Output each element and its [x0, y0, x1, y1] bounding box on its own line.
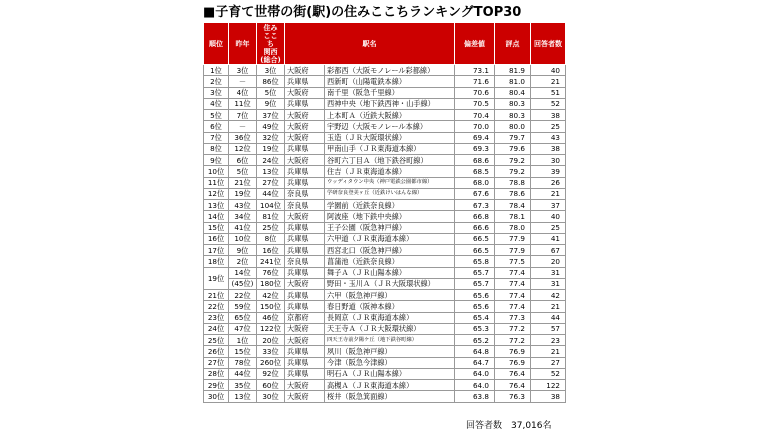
cell-rank: 19位 — [204, 267, 229, 290]
cell-score: 64.0 — [455, 368, 495, 379]
cell-score: 68.6 — [455, 155, 495, 166]
cell-score: 73.1 — [455, 65, 495, 76]
cell-points: 78.4 — [495, 200, 531, 211]
cell-n: 26 — [531, 177, 566, 188]
cell-kansai: 104位 — [257, 200, 285, 211]
cell-kansai: 42位 — [257, 290, 285, 301]
cell-rank: 23位 — [204, 312, 229, 323]
cell-prev: 36位 — [229, 132, 257, 143]
cell-prev: 14位 — [229, 267, 257, 278]
cell-prev: 59位 — [229, 301, 257, 312]
cell-station: 西神中央（地下鉄西神・山手線） — [325, 98, 455, 109]
cell-pref: 大阪府 — [285, 380, 325, 391]
ranking-table — [203, 22, 566, 403]
table-row — [204, 312, 566, 323]
table-row — [204, 245, 566, 256]
cell-station: 南千里（阪急千里線） — [325, 87, 455, 98]
cell-score: 66.8 — [455, 211, 495, 222]
cell-n: 25 — [531, 222, 566, 233]
cell-score: 64.0 — [455, 380, 495, 391]
cell-n: 37 — [531, 200, 566, 211]
cell-rank: 30位 — [204, 391, 229, 402]
cell-rank: 16位 — [204, 233, 229, 244]
cell-score: 66.5 — [455, 245, 495, 256]
cell-pref: 大阪府 — [285, 132, 325, 143]
cell-pref: 兵庫県 — [285, 143, 325, 154]
cell-pref: 兵庫県 — [285, 346, 325, 357]
cell-score: 64.8 — [455, 346, 495, 357]
cell-station: 学園前（近鉄奈良線） — [325, 200, 455, 211]
cell-points: 81.9 — [495, 65, 531, 76]
cell-rank: 1位 — [204, 65, 229, 76]
cell-station: 四天王寺前夕陽ケ丘（地下鉄谷町線） — [325, 335, 455, 346]
cell-pref: 京都府 — [285, 312, 325, 323]
table-row — [204, 301, 566, 312]
cell-kansai: 60位 — [257, 380, 285, 391]
cell-score: 69.3 — [455, 143, 495, 154]
cell-station: 六甲（阪急神戸線） — [325, 290, 455, 301]
cell-score: 68.5 — [455, 166, 495, 177]
cell-score: 66.6 — [455, 222, 495, 233]
table-row — [204, 200, 566, 211]
cell-points: 76.4 — [495, 368, 531, 379]
cell-points: 78.0 — [495, 222, 531, 233]
cell-rank: 24位 — [204, 323, 229, 334]
cell-station: 学研奈良登美ヶ丘（近鉄けいはんな線） — [325, 188, 455, 199]
header-kansai-overall: 住み ここ ち 関西 (総合) — [257, 23, 285, 65]
cell-rank: 28位 — [204, 368, 229, 379]
cell-pref: 大阪府 — [285, 121, 325, 132]
cell-rank: 6位 — [204, 121, 229, 132]
ranking-rows — [204, 65, 566, 403]
cell-pref: 兵庫県 — [285, 245, 325, 256]
cell-station: 谷町六丁目Ａ（地下鉄谷町線） — [325, 155, 455, 166]
cell-kansai: 19位 — [257, 143, 285, 154]
table-row — [204, 391, 566, 402]
cell-kansai: 260位 — [257, 357, 285, 368]
cell-score: 64.7 — [455, 357, 495, 368]
cell-pref: 兵庫県 — [285, 368, 325, 379]
cell-kansai: 49位 — [257, 121, 285, 132]
cell-prev: 22位 — [229, 290, 257, 301]
cell-n: 42 — [531, 290, 566, 301]
table-row — [204, 166, 566, 177]
cell-prev: 19位 — [229, 188, 257, 199]
table-row — [204, 346, 566, 357]
table-row — [204, 256, 566, 267]
table-row — [204, 368, 566, 379]
table-row — [204, 278, 566, 289]
cell-points: 78.8 — [495, 177, 531, 188]
cell-kansai: 3位 — [257, 65, 285, 76]
cell-n: 51 — [531, 87, 566, 98]
cell-rank: 2位 — [204, 76, 229, 87]
cell-points: 77.4 — [495, 267, 531, 278]
cell-pref: 大阪府 — [285, 87, 325, 98]
cell-pref: 奈良県 — [285, 256, 325, 267]
cell-kansai: 76位 — [257, 267, 285, 278]
table-row — [204, 267, 566, 278]
table-row — [204, 143, 566, 154]
cell-kansai: 86位 — [257, 76, 285, 87]
cell-kansai: 20位 — [257, 335, 285, 346]
cell-rank: 10位 — [204, 166, 229, 177]
cell-score: 70.6 — [455, 87, 495, 98]
cell-pref: 大阪府 — [285, 110, 325, 121]
cell-station: 高槻Ａ（ＪＲ東海道本線） — [325, 380, 455, 391]
cell-kansai: 241位 — [257, 256, 285, 267]
cell-station: 王子公園（阪急神戸線） — [325, 222, 455, 233]
cell-points: 78.6 — [495, 188, 531, 199]
cell-prev: 5位 — [229, 166, 257, 177]
cell-rank: 4位 — [204, 98, 229, 109]
header-respondents: 回答者数 — [531, 23, 566, 65]
cell-n: 44 — [531, 312, 566, 323]
cell-n: 38 — [531, 143, 566, 154]
cell-kansai: 180位 — [257, 278, 285, 289]
cell-kansai: 44位 — [257, 188, 285, 199]
cell-n: 31 — [531, 278, 566, 289]
cell-station: 今津（阪急今津線） — [325, 357, 455, 368]
cell-station: 玉造（ＪＲ大阪環状線） — [325, 132, 455, 143]
cell-points: 80.3 — [495, 110, 531, 121]
cell-prev: 44位 — [229, 368, 257, 379]
cell-n: 30 — [531, 155, 566, 166]
table-row — [204, 155, 566, 166]
table-row — [204, 98, 566, 109]
cell-pref: 兵庫県 — [285, 177, 325, 188]
cell-prev: (45位) — [229, 278, 257, 289]
cell-pref: 大阪府 — [285, 65, 325, 76]
cell-station: 舞子Ａ（ＪＲ山陽本線） — [325, 267, 455, 278]
cell-station: ウッディタウン中央（神戸電鉄公園都市線） — [325, 177, 455, 188]
cell-prev: 47位 — [229, 323, 257, 334]
cell-prev: 13位 — [229, 391, 257, 402]
cell-station: 春日野道（阪神本線） — [325, 301, 455, 312]
cell-points: 76.9 — [495, 357, 531, 368]
cell-pref: 大阪府 — [285, 278, 325, 289]
cell-points: 79.7 — [495, 132, 531, 143]
table-row — [204, 222, 566, 233]
cell-n: 31 — [531, 267, 566, 278]
cell-rank: 11位 — [204, 177, 229, 188]
cell-station: 六甲道（ＪＲ東海道本線） — [325, 233, 455, 244]
cell-prev: 9位 — [229, 245, 257, 256]
cell-score: 65.4 — [455, 312, 495, 323]
cell-kansai: 25位 — [257, 222, 285, 233]
cell-n: 39 — [531, 166, 566, 177]
cell-points: 78.1 — [495, 211, 531, 222]
cell-pref: 兵庫県 — [285, 290, 325, 301]
cell-score: 65.7 — [455, 278, 495, 289]
cell-prev: 11位 — [229, 98, 257, 109]
cell-points: 77.4 — [495, 290, 531, 301]
cell-rank: 27位 — [204, 357, 229, 368]
cell-pref: 奈良県 — [285, 188, 325, 199]
cell-pref: 兵庫県 — [285, 233, 325, 244]
cell-pref: 大阪府 — [285, 155, 325, 166]
cell-station: 夙川（阪急神戸線） — [325, 346, 455, 357]
cell-station: 甲南山手（ＪＲ東海道本線） — [325, 143, 455, 154]
cell-station: 住吉（ＪＲ東海道本線） — [325, 166, 455, 177]
cell-kansai: 37位 — [257, 110, 285, 121]
page-title: ■子育て世帯の街(駅)の住みここちランキングTOP30 — [203, 5, 522, 20]
cell-prev: 12位 — [229, 143, 257, 154]
cell-points: 77.9 — [495, 233, 531, 244]
cell-pref: 兵庫県 — [285, 76, 325, 87]
cell-pref: 兵庫県 — [285, 222, 325, 233]
cell-pref: 奈良県 — [285, 200, 325, 211]
cell-score: 67.6 — [455, 188, 495, 199]
cell-pref: 兵庫県 — [285, 98, 325, 109]
respondent-count: 回答者数 37,016名 — [466, 421, 552, 431]
cell-station: 天王寺Ａ（ＪＲ大阪環状線） — [325, 323, 455, 334]
table-row — [204, 380, 566, 391]
header-rank: 順位 — [204, 23, 229, 65]
table-row — [204, 132, 566, 143]
cell-rank: 26位 — [204, 346, 229, 357]
cell-rank: 9位 — [204, 155, 229, 166]
cell-score: 65.7 — [455, 267, 495, 278]
cell-rank: 12位 — [204, 188, 229, 199]
cell-n: 57 — [531, 323, 566, 334]
cell-prev: 78位 — [229, 357, 257, 368]
cell-n: 20 — [531, 256, 566, 267]
table-row — [204, 211, 566, 222]
cell-n: 40 — [531, 211, 566, 222]
cell-score: 65.3 — [455, 323, 495, 334]
cell-pref: 兵庫県 — [285, 166, 325, 177]
table-row — [204, 87, 566, 98]
table-row — [204, 188, 566, 199]
cell-n: 38 — [531, 110, 566, 121]
cell-station: 彩都西（大阪モノレール彩都線） — [325, 65, 455, 76]
cell-kansai: 150位 — [257, 301, 285, 312]
cell-station: 阿波座（地下鉄中央線） — [325, 211, 455, 222]
cell-n: 52 — [531, 368, 566, 379]
cell-kansai: 30位 — [257, 391, 285, 402]
cell-prev: 35位 — [229, 380, 257, 391]
cell-rank: 8位 — [204, 143, 229, 154]
cell-kansai: 92位 — [257, 368, 285, 379]
cell-rank: 14位 — [204, 211, 229, 222]
cell-rank: 29位 — [204, 380, 229, 391]
cell-points: 77.3 — [495, 312, 531, 323]
table-header-row — [204, 23, 566, 65]
cell-kansai: 27位 — [257, 177, 285, 188]
cell-points: 76.9 — [495, 346, 531, 357]
cell-station: 上本町Ａ（近鉄大阪線） — [325, 110, 455, 121]
table-row — [204, 76, 566, 87]
cell-score: 63.8 — [455, 391, 495, 402]
cell-kansai: 8位 — [257, 233, 285, 244]
cell-rank: 15位 — [204, 222, 229, 233]
cell-n: 122 — [531, 380, 566, 391]
cell-station: 長岡京（ＪＲ東海道本線） — [325, 312, 455, 323]
cell-prev: 7位 — [229, 110, 257, 121]
cell-station: 宇野辺（大阪モノレール本線） — [325, 121, 455, 132]
cell-points: 80.0 — [495, 121, 531, 132]
cell-station: 桜井（阪急箕面線） — [325, 391, 455, 402]
table-row — [204, 121, 566, 132]
cell-kansai: 33位 — [257, 346, 285, 357]
cell-prev: 10位 — [229, 233, 257, 244]
cell-n: 21 — [531, 301, 566, 312]
cell-prev: 1位 — [229, 335, 257, 346]
cell-station: 西宮北口（阪急神戸線） — [325, 245, 455, 256]
table-row — [204, 233, 566, 244]
cell-pref: 大阪府 — [285, 335, 325, 346]
cell-score: 70.0 — [455, 121, 495, 132]
cell-n: 23 — [531, 335, 566, 346]
table-row — [204, 65, 566, 76]
cell-pref: 兵庫県 — [285, 357, 325, 368]
cell-rank: 22位 — [204, 301, 229, 312]
cell-points: 76.4 — [495, 380, 531, 391]
cell-pref: 兵庫県 — [285, 267, 325, 278]
cell-score: 67.3 — [455, 200, 495, 211]
cell-score: 70.4 — [455, 110, 495, 121]
cell-score: 69.4 — [455, 132, 495, 143]
cell-prev: 3位 — [229, 65, 257, 76]
cell-points: 80.4 — [495, 87, 531, 98]
cell-n: 67 — [531, 245, 566, 256]
cell-rank: 7位 — [204, 132, 229, 143]
table-row — [204, 177, 566, 188]
table-row — [204, 290, 566, 301]
cell-score: 68.0 — [455, 177, 495, 188]
cell-pref: 兵庫県 — [285, 301, 325, 312]
cell-prev: 2位 — [229, 256, 257, 267]
cell-rank: 18位 — [204, 256, 229, 267]
cell-n: 21 — [531, 188, 566, 199]
header-points: 評点 — [495, 23, 531, 65]
cell-points: 77.5 — [495, 256, 531, 267]
header-last-year: 昨年 — [229, 23, 257, 65]
cell-pref: 大阪府 — [285, 391, 325, 402]
cell-score: 65.8 — [455, 256, 495, 267]
cell-score: 66.5 — [455, 233, 495, 244]
cell-points: 81.0 — [495, 76, 531, 87]
cell-n: 40 — [531, 65, 566, 76]
cell-kansai: 122位 — [257, 323, 285, 334]
cell-n: 21 — [531, 346, 566, 357]
cell-n: 38 — [531, 391, 566, 402]
cell-rank: 25位 — [204, 335, 229, 346]
cell-prev: 41位 — [229, 222, 257, 233]
cell-kansai: 81位 — [257, 211, 285, 222]
cell-pref: 大阪府 — [285, 323, 325, 334]
cell-n: 25 — [531, 121, 566, 132]
cell-prev: 34位 — [229, 211, 257, 222]
cell-points: 79.2 — [495, 166, 531, 177]
cell-rank: 17位 — [204, 245, 229, 256]
cell-points: 77.2 — [495, 335, 531, 346]
table-row — [204, 110, 566, 121]
cell-prev: 65位 — [229, 312, 257, 323]
cell-n: 21 — [531, 76, 566, 87]
cell-station: 西新町（山陽電鉄本線） — [325, 76, 455, 87]
cell-rank: 3位 — [204, 87, 229, 98]
table-row — [204, 335, 566, 346]
cell-prev: 43位 — [229, 200, 257, 211]
cell-station: 菖蒲池（近鉄奈良線） — [325, 256, 455, 267]
cell-prev: 21位 — [229, 177, 257, 188]
header-score: 偏差値 — [455, 23, 495, 65]
table-row — [204, 357, 566, 368]
cell-station: 野田・玉川Ａ（ＪＲ大阪環状線） — [325, 278, 455, 289]
cell-kansai: 13位 — [257, 166, 285, 177]
cell-score: 65.6 — [455, 301, 495, 312]
cell-n: 52 — [531, 98, 566, 109]
cell-points: 77.2 — [495, 323, 531, 334]
cell-points: 80.3 — [495, 98, 531, 109]
cell-rank: 13位 — [204, 200, 229, 211]
cell-kansai: 24位 — [257, 155, 285, 166]
cell-rank: 5位 — [204, 110, 229, 121]
cell-kansai: 32位 — [257, 132, 285, 143]
cell-score: 65.6 — [455, 290, 495, 301]
cell-points: 77.9 — [495, 245, 531, 256]
cell-points: 79.6 — [495, 143, 531, 154]
cell-pref: 大阪府 — [285, 211, 325, 222]
table-row — [204, 323, 566, 334]
cell-rank: 21位 — [204, 290, 229, 301]
cell-score: 70.5 — [455, 98, 495, 109]
cell-points: 77.4 — [495, 301, 531, 312]
cell-points: 77.4 — [495, 278, 531, 289]
cell-points: 79.2 — [495, 155, 531, 166]
cell-kansai: 9位 — [257, 98, 285, 109]
cell-n: 41 — [531, 233, 566, 244]
cell-score: 71.6 — [455, 76, 495, 87]
cell-score: 65.2 — [455, 335, 495, 346]
cell-points: 76.3 — [495, 391, 531, 402]
cell-prev: － — [229, 76, 257, 87]
cell-kansai: 16位 — [257, 245, 285, 256]
cell-prev: 15位 — [229, 346, 257, 357]
cell-n: 43 — [531, 132, 566, 143]
cell-kansai: 46位 — [257, 312, 285, 323]
header-station: 駅名 — [285, 23, 455, 65]
cell-kansai: 5位 — [257, 87, 285, 98]
cell-station: 明石Ａ（ＪＲ山陽本線） — [325, 368, 455, 379]
cell-prev: 4位 — [229, 87, 257, 98]
cell-n: 27 — [531, 357, 566, 368]
cell-prev: 6位 — [229, 155, 257, 166]
cell-prev: － — [229, 121, 257, 132]
